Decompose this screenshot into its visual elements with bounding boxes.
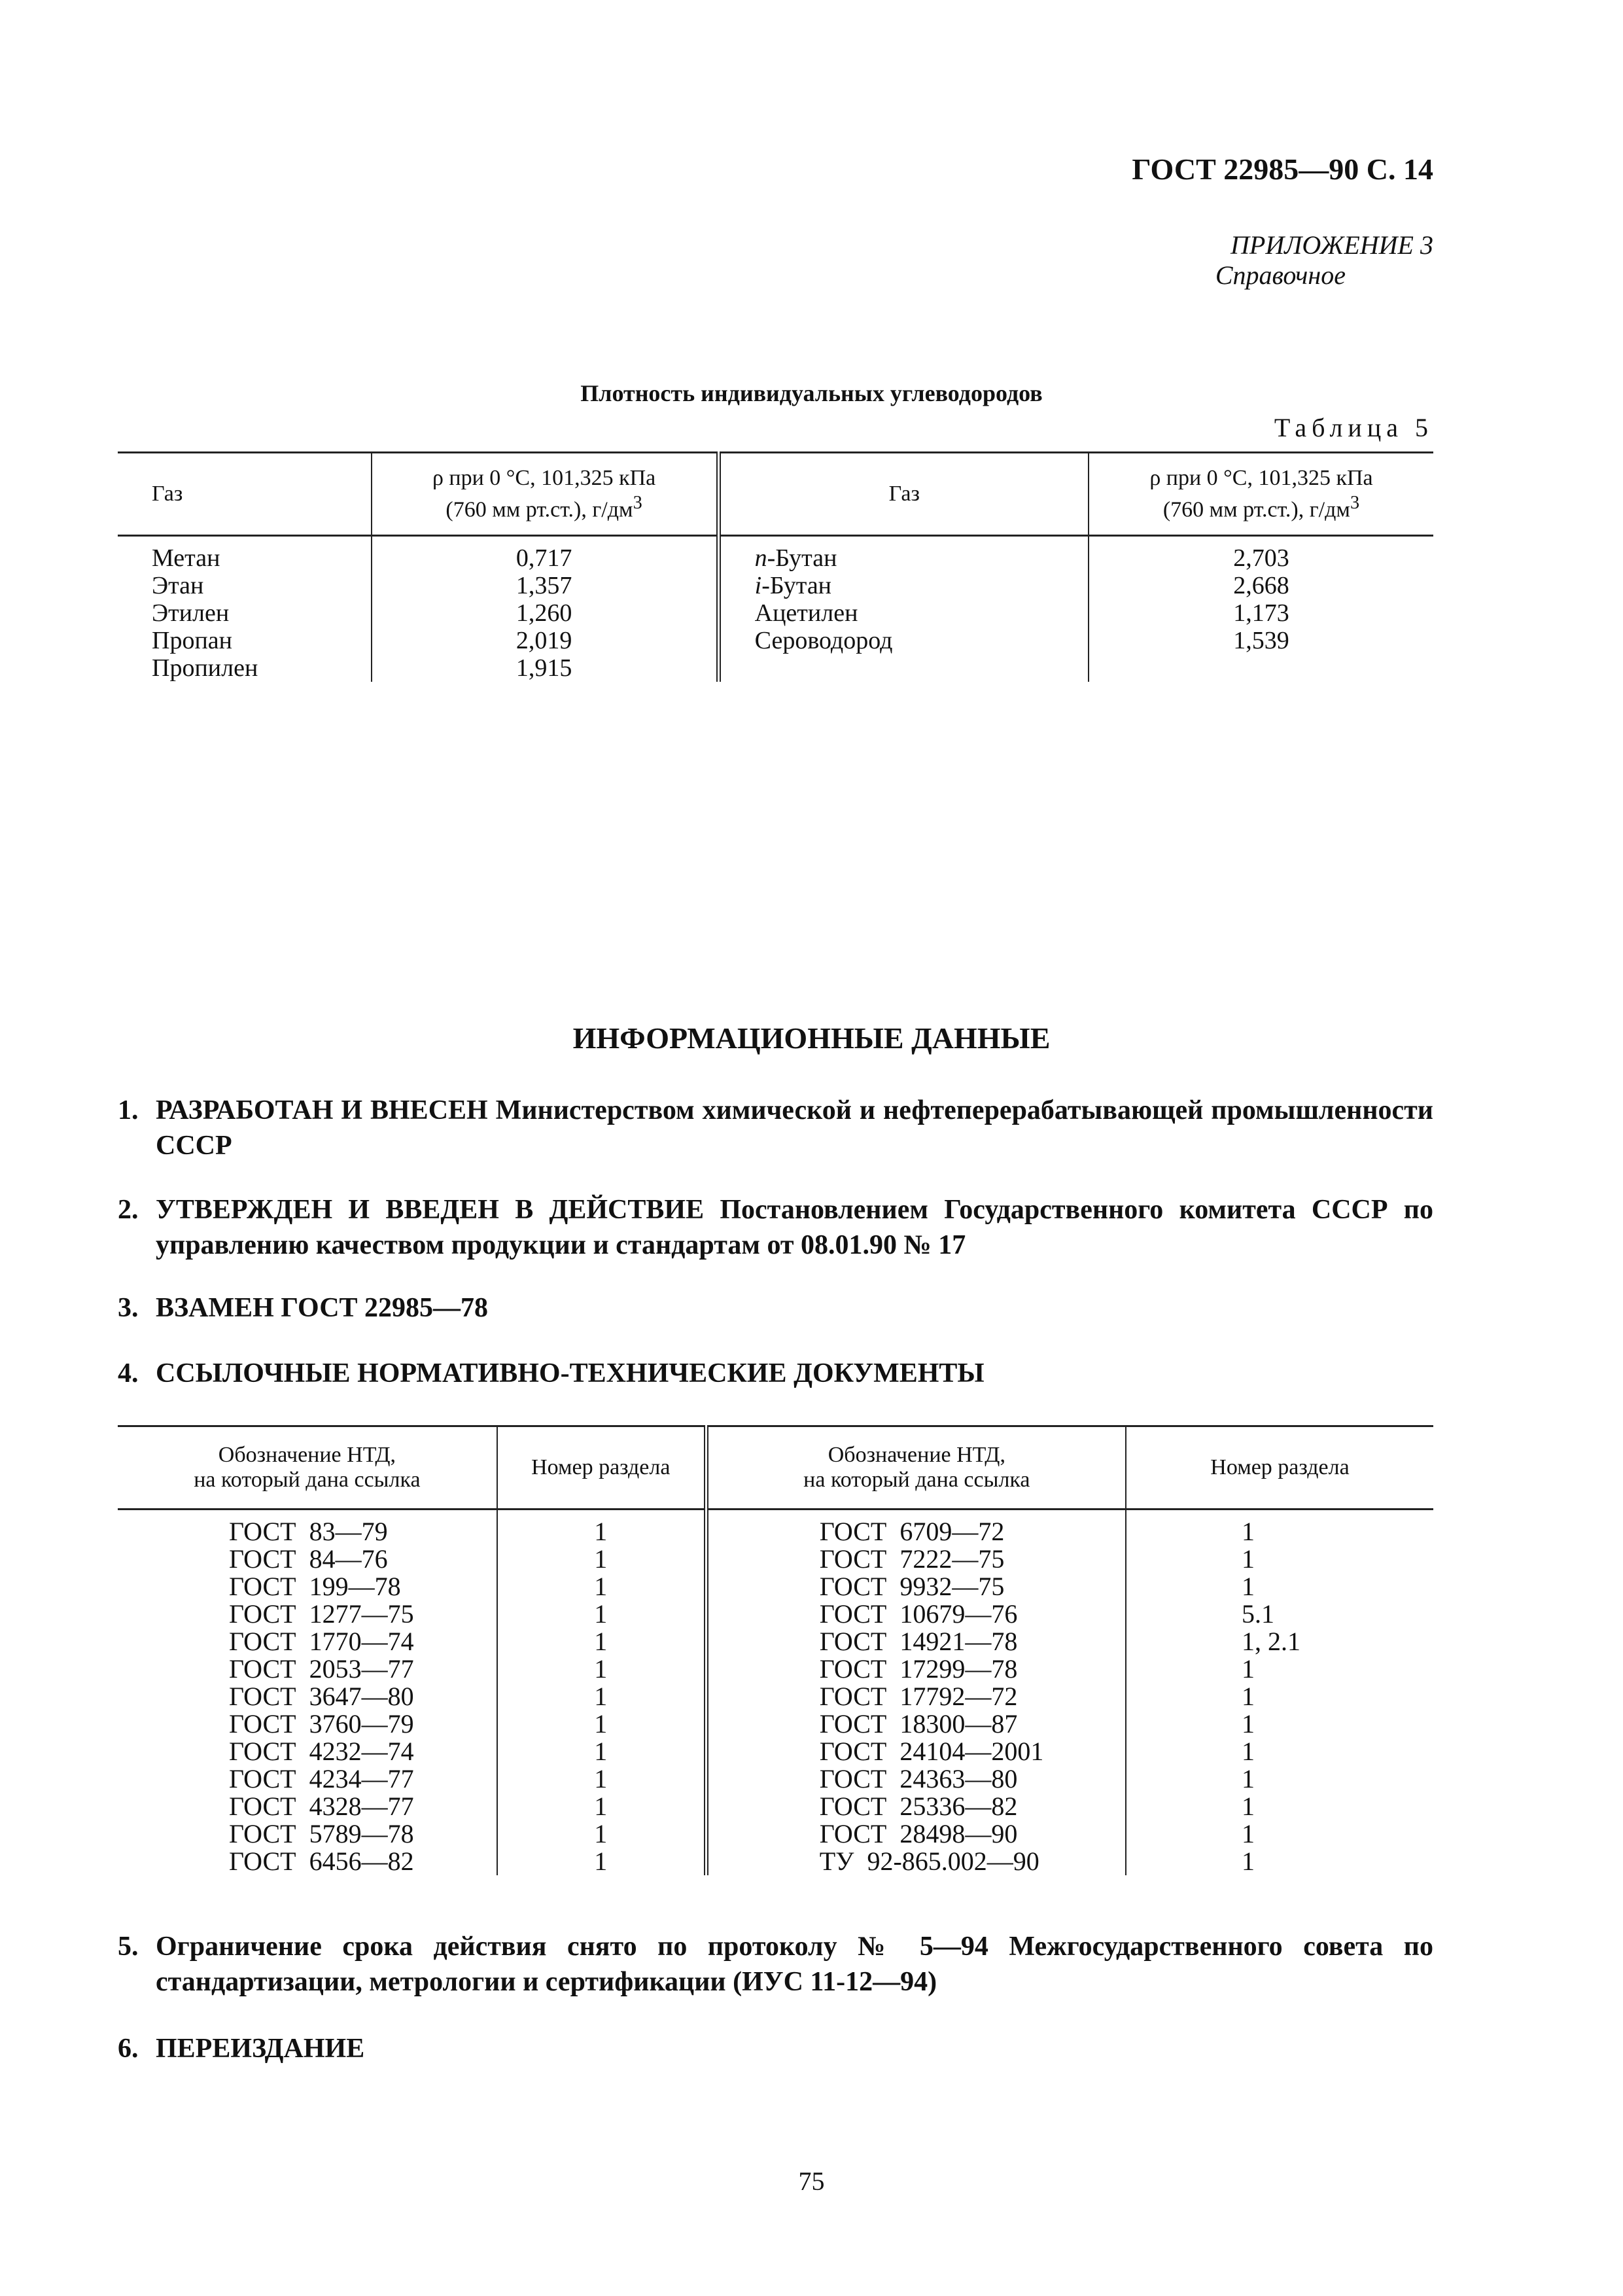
section-ref: 1 [1241, 1846, 1255, 1876]
doc-ref: ГОСТ 2053—77 [229, 1654, 414, 1684]
density-cell [1089, 536, 1433, 682]
doc-ref: ГОСТ 9932—75 [819, 1572, 1005, 1601]
gas-name: Сероводород [754, 627, 893, 654]
section-ref: 1 [594, 1846, 608, 1876]
section-ref: 1 [1241, 1709, 1255, 1739]
section-ref: 1 [1241, 1682, 1255, 1711]
doc-ref: ГОСТ 3760—79 [229, 1709, 414, 1739]
section-ref: 1 [594, 1737, 608, 1766]
gas-name: Метан [152, 544, 220, 572]
references-table [118, 1425, 1433, 1875]
info-item-6 [118, 2031, 1433, 2066]
gas-name: Ацетилен [754, 599, 858, 627]
gas-cell [718, 536, 1089, 682]
table5-label: Таблица 5 [1274, 413, 1433, 442]
section-ref: 1 [594, 1572, 608, 1601]
section-ref: 1 [1241, 1654, 1255, 1684]
density-table-header [118, 453, 1433, 536]
page-number: 75 [798, 2166, 825, 2196]
doc-ref: ГОСТ 28498—90 [819, 1819, 1018, 1848]
density-value: 2,019 [515, 627, 572, 654]
section-ref: 1 [594, 1599, 608, 1629]
col-density-right [1089, 453, 1433, 536]
section-ref: 1 [1241, 1792, 1255, 1821]
section-ref: 1 [594, 1709, 608, 1739]
item-text: УТВЕРЖДЕН И ВВЕДЕН В ДЕЙСТВИЕ Постановлением Государственного комитета СССР по управлению качеством продукции и стандартам от 08.01.90 № 17 [156, 1195, 1433, 1260]
item-number: 4. [118, 1358, 139, 1388]
item-number: 1. [118, 1095, 139, 1125]
item-number: 5. [118, 1932, 139, 1962]
col-doc-left: Обозначение НТД, на который дана ссылка [118, 1426, 497, 1510]
density-header-line2: (760 мм рт.ст.), г/дм [445, 497, 633, 522]
section-ref: 1 [1241, 1572, 1255, 1601]
doc-ref: ГОСТ 6709—72 [819, 1517, 1005, 1546]
info-item-3 [118, 1290, 1433, 1326]
item-text: ССЫЛОЧНЫЕ НОРМАТИВНО-ТЕХНИЧЕСКИЕ ДОКУМЕНТЫ [156, 1358, 985, 1388]
doc-ref: ГОСТ 1277—75 [229, 1599, 414, 1629]
gas-name: Этан [152, 572, 204, 599]
doc-ref: ГОСТ 6456—82 [229, 1846, 414, 1876]
col-section-right: Номер раздела [1126, 1426, 1433, 1510]
doc-ref: ГОСТ 83—79 [229, 1517, 388, 1546]
gas-name: Пропан [152, 627, 232, 654]
doc-ref: ГОСТ 4328—77 [229, 1792, 414, 1821]
info-item-1 [118, 1093, 1433, 1163]
doc-ref: ГОСТ 4232—74 [229, 1737, 414, 1766]
section-cell [1126, 1510, 1433, 1876]
info-item-5 [118, 1929, 1433, 2000]
col-section-left: Номер раздела [497, 1426, 706, 1510]
section-ref: 5.1 [1241, 1599, 1274, 1629]
doc-ref: ГОСТ 3647—80 [229, 1682, 414, 1711]
section-ref: 1 [594, 1764, 608, 1793]
section-ref: 1 [1241, 1517, 1255, 1546]
doc-ref: ГОСТ 7222—75 [819, 1544, 1005, 1574]
density-table [118, 451, 1433, 682]
doc-ref: ТУ 92-865.002—90 [819, 1846, 1039, 1876]
doc-cell [706, 1510, 1126, 1876]
doc-ref: ГОСТ 18300—87 [819, 1709, 1018, 1739]
density-header-line1: ρ при 0 °С, 101,325 кПа [1149, 465, 1373, 490]
info-title: ИНФОРМАЦИОННЫЕ ДАННЫЕ [572, 1021, 1051, 1055]
section-ref: 1 [594, 1654, 608, 1684]
gas-name: n-Бутан [754, 544, 837, 572]
gas-cell [118, 536, 372, 682]
item-number: 6. [118, 2034, 139, 2064]
doc-ref: ГОСТ 24104—2001 [819, 1737, 1044, 1766]
gas-name: i-Бутан [754, 572, 832, 599]
appendix-label [1215, 230, 1433, 291]
doc-ref: ГОСТ 84—76 [229, 1544, 388, 1574]
density-value: 1,260 [515, 599, 572, 627]
section-ref: 1, 2.1 [1241, 1627, 1300, 1656]
section-ref: 1 [1241, 1737, 1255, 1766]
doc-ref: ГОСТ 10679—76 [819, 1599, 1018, 1629]
item-text: ПЕРЕИЗДАНИЕ [156, 2034, 365, 2064]
section-ref: 1 [594, 1544, 608, 1574]
section-cell [497, 1510, 706, 1876]
col-density-left [372, 453, 719, 536]
section-ref: 1 [1241, 1764, 1255, 1793]
item-text: ВЗАМЕН ГОСТ 22985—78 [156, 1293, 489, 1323]
density-header-sup: 3 [1350, 492, 1360, 513]
col-gas-right: Газ [718, 453, 1089, 536]
density-value: 1,173 [1233, 599, 1289, 627]
doc-ref: ГОСТ 1770—74 [229, 1627, 414, 1656]
doc-ref: ГОСТ 17792—72 [819, 1682, 1018, 1711]
references-table-header [118, 1426, 1433, 1510]
col-gas-left: Газ [118, 453, 372, 536]
density-value: 1,357 [515, 572, 572, 599]
doc-ref: ГОСТ 199—78 [229, 1572, 401, 1601]
doc-cell [118, 1510, 497, 1876]
section-ref: 1 [1241, 1544, 1255, 1574]
density-header-line1: ρ при 0 °С, 101,325 кПа [432, 465, 656, 490]
doc-ref: ГОСТ 24363—80 [819, 1764, 1018, 1793]
item-number: 3. [118, 1293, 139, 1323]
doc-ref: ГОСТ 25336—82 [819, 1792, 1018, 1821]
table-row [118, 1510, 1433, 1876]
doc-ref: ГОСТ 5789—78 [229, 1819, 414, 1848]
item-text: РАЗРАБОТАН И ВНЕСЕН Министерством химической и нефтеперерабатывающей промышленности СССР [156, 1095, 1433, 1161]
item-text: Ограничение срока действия снято по протоколу № 5—94 Межгосударственного совета по стандартизации, метрологии и сертификации (ИУС 11-12—94) [156, 1932, 1433, 1997]
density-header-sup: 3 [633, 492, 642, 513]
page-header: ГОСТ 22985—90 С. 14 [1132, 152, 1433, 186]
table5-caption: Плотность индивидуальных углеводородов [580, 380, 1043, 406]
section-ref: 1 [594, 1792, 608, 1821]
table-row [118, 536, 1433, 682]
doc-ref: ГОСТ 14921—78 [819, 1627, 1018, 1656]
item-number: 2. [118, 1195, 139, 1225]
density-header-line2: (760 мм рт.ст.), г/дм [1162, 497, 1350, 522]
section-ref: 1 [594, 1819, 608, 1848]
section-ref: 1 [594, 1517, 608, 1546]
info-item-2 [118, 1192, 1433, 1263]
density-value: 1,915 [515, 654, 572, 682]
doc-ref: ГОСТ 4234—77 [229, 1764, 414, 1793]
density-value: 1,539 [1233, 627, 1289, 654]
gas-name: Этилен [152, 599, 230, 627]
density-value: 2,703 [1233, 544, 1289, 572]
section-ref: 1 [594, 1627, 608, 1656]
info-item-4 [118, 1356, 1433, 1391]
density-cell [372, 536, 719, 682]
col-doc-right: Обозначение НТД, на который дана ссылка [706, 1426, 1126, 1510]
density-value: 2,668 [1233, 572, 1289, 599]
appendix-title: ПРИЛОЖЕНИЕ 3 [1230, 230, 1433, 260]
gas-name: Пропилен [152, 654, 258, 682]
density-value: 0,717 [515, 544, 572, 572]
appendix-kind: Справочное [1215, 260, 1346, 290]
section-ref: 1 [594, 1682, 608, 1711]
doc-ref: ГОСТ 17299—78 [819, 1654, 1018, 1684]
section-ref: 1 [1241, 1819, 1255, 1848]
